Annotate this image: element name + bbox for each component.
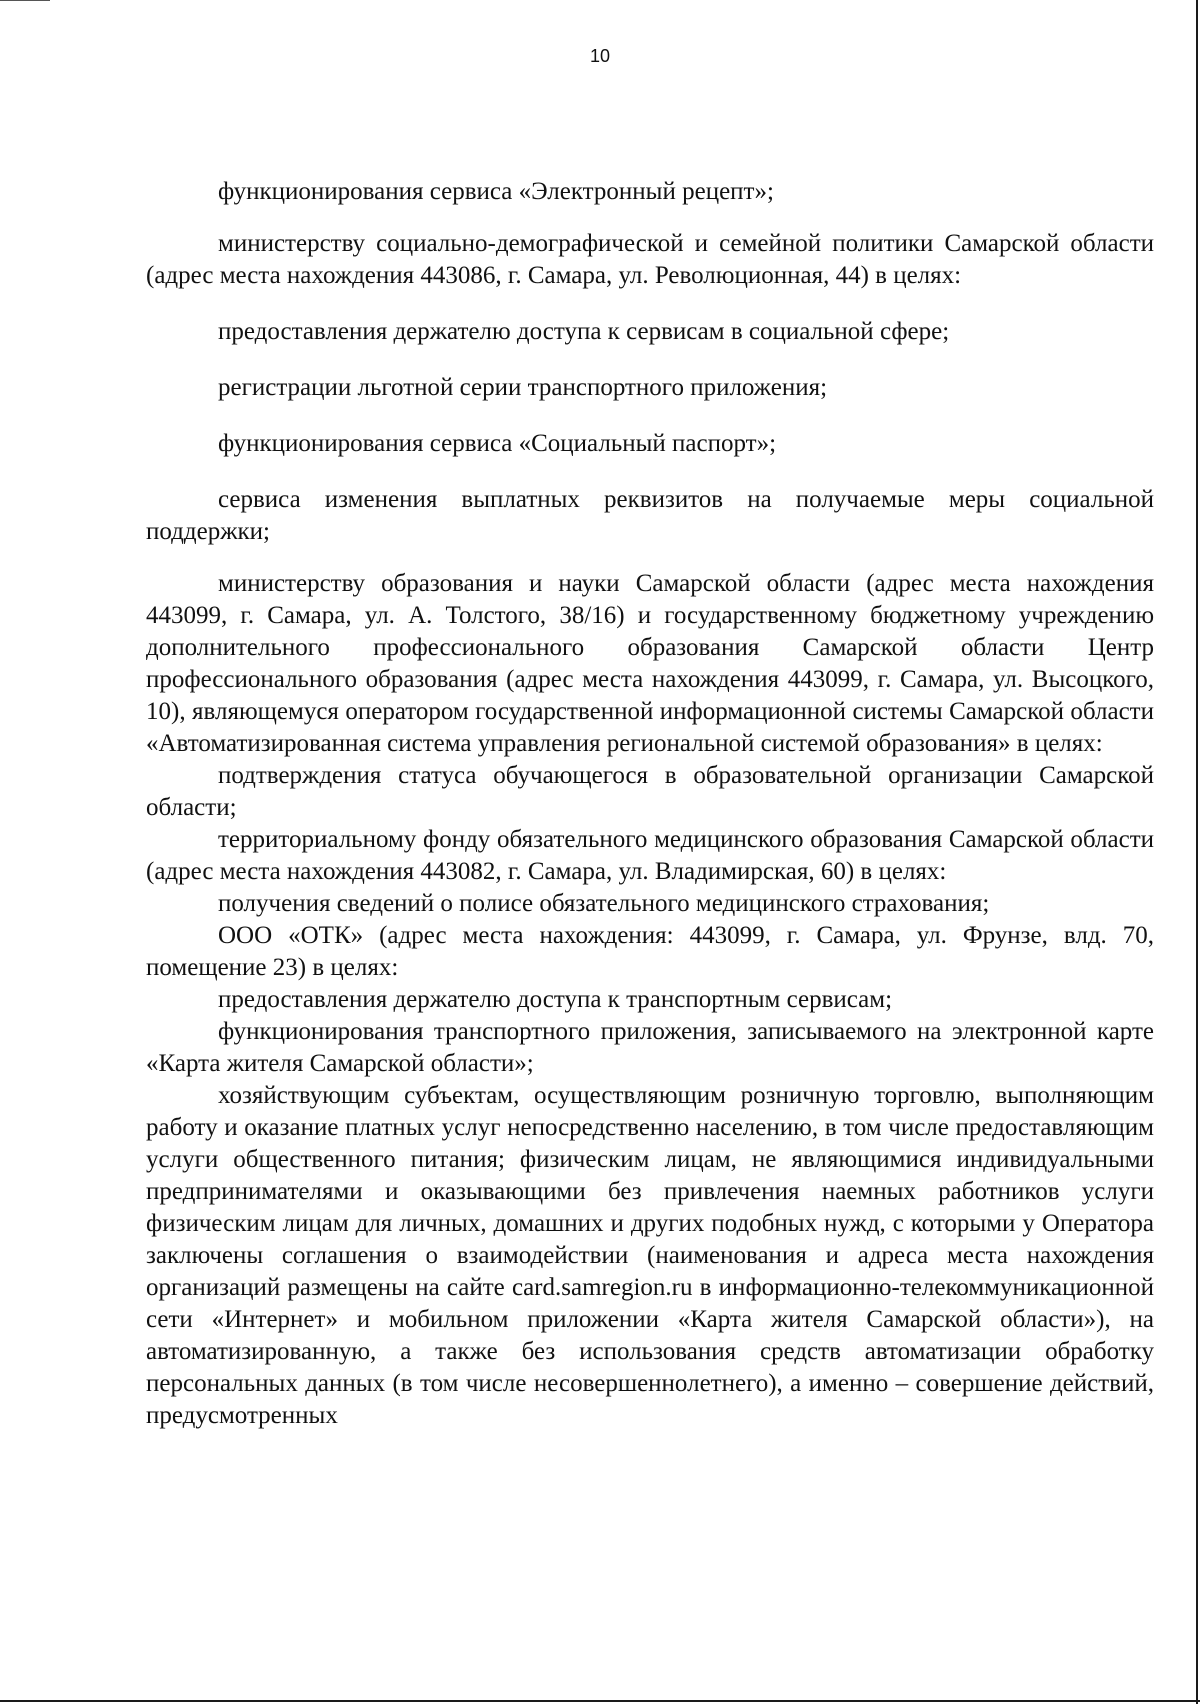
paragraph-ministry-education: министерству образования и науки Самарской области (адрес места нахождения 443099, г. Самара, ул. А. Толстого, 38/16) и государственному бюджетному учреждению дополнительного профессионального образования Самарской области Центр профессионального образования (адрес места нахождения 443099, г. Самара, ул. Высоцкого, 10), являющемуся оператором государственной информационной системы Самарской области «Автоматизированная система управления региональной системой образования» в целях: xyxy=(146,570,1154,757)
paragraph-territorial-fund: территориальному фонду обязательного медицинского образования Самарской области (адрес места нахождения 443082, г. Самара, ул. Владимирская, 60) в целях: xyxy=(146,826,1154,885)
paragraph-transport-application: функционирования транспортного приложения, записываемого на электронной карте «Карта жителя Самарской области»; xyxy=(146,1018,1154,1077)
paragraph-ministry-social-policy: министерству социально-демографической и семейной политики Самарской области (адрес места нахождения 443086, г. Самара, ул. Революционная, 44) в целях: xyxy=(146,230,1154,289)
document-body xyxy=(146,176,1154,1432)
paragraph-otk: ООО «ОТК» (адрес места нахождения: 443099, г. Самара, ул. Фрунзе, влд. 70, помещение 23) в целях: xyxy=(146,922,1154,981)
scan-edge-top-left xyxy=(0,0,50,1)
paragraph-business-entities: хозяйствующим субъектам, осуществляющим розничную торговлю, выполняющим работу и оказание платных услуг непосредственно населению, в том числе предоставляющим услуги общественного питания; физическим лицам, не являющимися индивидуальными предпринимателями и оказывающими без привлечения наемных работников услуги физическим лицам для личных, домашних и других подобных нужд, с которыми у Оператора заключены соглашения о взаимодействии (наименования и адреса места нахождения организаций размещены на сайте card.samregion.ru в информационно-телекоммуникационной сети «Интернет» и мобильном приложении «Карта жителя Самарской области»), на автоматизированную, а также без использования средств автоматизации обработку персональных данных (в том числе несовершеннолетнего), а именно – совершение действий, предусмотренных xyxy=(146,1082,1154,1429)
page-number: 10 xyxy=(589,46,611,66)
paragraph-social-passport: функционирования сервиса «Социальный паспорт»; xyxy=(218,430,777,457)
paragraph-student-status: подтверждения статуса обучающегося в образовательной организации Самарской области; xyxy=(146,762,1154,821)
paragraph-payment-details: сервиса изменения выплатных реквизитов на получаемые меры социальной поддержки; xyxy=(146,486,1154,545)
scan-edge-bottom xyxy=(0,1700,1200,1702)
paragraph-preferential-series: регистрации льготной серии транспортного приложения; xyxy=(218,374,828,401)
paragraph-transport-services: предоставления держателю доступа к транспортным сервисам; xyxy=(218,986,893,1013)
paragraph-insurance-policy: получения сведений о полисе обязательного медицинского страхования; xyxy=(218,890,990,917)
scan-edge-right xyxy=(1196,0,1198,1704)
paragraph-social-services-access: предоставления держателю доступа к сервисам в социальной сфере; xyxy=(218,318,950,345)
paragraph-electronic-prescription: функционирования сервиса «Электронный рецепт»; xyxy=(218,178,774,205)
